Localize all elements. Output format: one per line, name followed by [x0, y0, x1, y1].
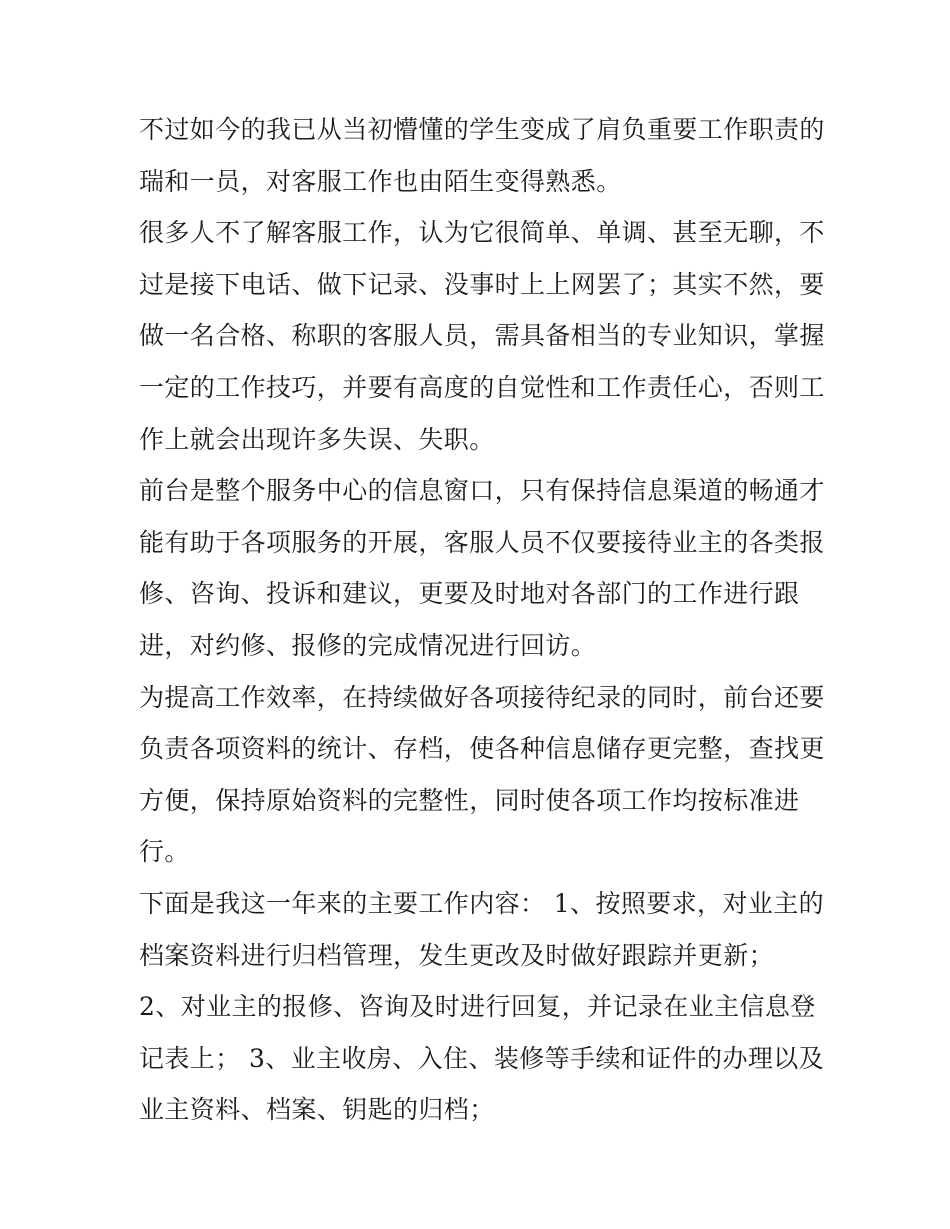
text-line: 不过如今的我已从当初懵懂的学生变成了肩负重要工作职责的 — [139, 115, 825, 144]
text-line: 2、对业主的报修、咨询及时进行回复，并记录在业主信息登 — [139, 992, 816, 1022]
text-line: 瑞和一员，对客服工作也由陌生变得熟悉。 — [139, 166, 622, 196]
text-line: 能有助于各项服务的开展，客服人员不仅要接待业主的各类报 — [139, 527, 825, 557]
text-line: 行。 — [139, 837, 190, 867]
text-line: 方便，保持原始资料的完整性，同时使各项工作均按标准进 — [139, 785, 800, 815]
text-line: 过是接下电话、做下记录、没事时上上网罢了；其实不然，要 — [139, 269, 825, 299]
text-line: 业主资料、档案、钥匙的归档； — [139, 1095, 495, 1125]
text-line: 修、咨询、投诉和建议，更要及时地对各部门的工作进行跟 — [139, 579, 800, 609]
text-line: 一定的工作技巧，并要有高度的自觉性和工作责任心，否则工 — [139, 372, 825, 402]
text-line: 档案资料进行归档管理，发生更改及时做好跟踪并更新； — [139, 940, 775, 970]
text-line: 作上就会出现许多失误、失职。 — [139, 424, 495, 454]
document-body — [139, 104, 825, 1136]
text-line: 下面是我这一年来的主要工作内容： 1、按照要求，对业主的 — [139, 888, 825, 918]
text-line: 负责各项资料的统计、存档，使各种信息储存更完整，查找更 — [139, 734, 825, 764]
text-line: 记表上； 3、业主收房、入住、装修等手续和证件的办理以及 — [139, 1043, 825, 1073]
text-line: 做一名合格、称职的客服人员，需具备相当的专业知识，掌握 — [139, 321, 825, 351]
text-line: 前台是整个服务中心的信息窗口，只有保持信息渠道的畅通才 — [139, 476, 825, 506]
text-line: 为提高工作效率，在持续做好各项接待纪录的同时，前台还要 — [139, 682, 825, 712]
text-line: 进，对约修、报修的完成情况进行回访。 — [139, 630, 597, 660]
text-line: 很多人不了解客服工作，认为它很简单、单调、甚至无聊，不 — [139, 218, 825, 248]
